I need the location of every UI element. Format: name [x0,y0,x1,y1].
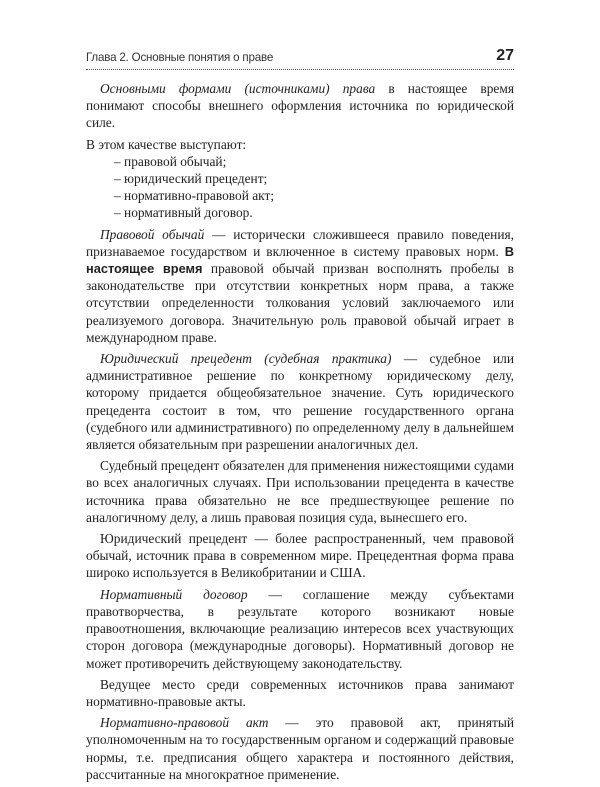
paragraph-precedent-spread: Юридический прецедент — более распространенный, чем правовой обычай, источник права в современном мире. Прецедентная форма права широко используется в Великобритании и США. [86,531,514,581]
term-contract: Нормативный договор [100,586,248,602]
term-act: Нормативно-правовой акт [100,715,269,731]
term-forms: Основными формами (источниками) права [100,81,376,96]
list-item: – нормативный договор. [114,205,253,221]
custom-text: правовой обычай призван восполнять пробелы в законодательстве при отсутствии конкретных норм права, а также отсутствии определенности толкования условий заключаемого или реализуемого договора. Значительную роль правовой обычай играет в международном праве. [86,261,514,345]
paragraph-precedent [86,350,514,453]
page-number: 27 [496,47,514,64]
paragraph-forms [86,80,514,132]
custom-def: — исторически сложившееся правило поведения, признаваемое государством и включенное в систему правовых норм. [86,226,514,259]
paragraph-custom [86,226,514,346]
custom-bold: В настоящее время [86,243,514,277]
paragraph-contract [86,586,514,672]
act-def: — это правовой акт, принятый уполномоченным на то государственным органом и содержащий правовые нормы, т.е. предписания общего характера и постоянного действия, рассчитанные на многократное применение. [86,715,515,782]
paragraph-leading-source: Ведущее место среди современных источников права занимают нормативно-правовые акты. [86,676,514,709]
term-precedent: Юридический прецедент (судебная практика) [100,351,392,367]
precedent-def: — судебное или административное решение по конкретному юридическому делу, которому придается общеобязательное значение. Суть юридического прецедента состоит в том, что решение государственного органа (судебного или административного) по определенному делу в дальнейшем является обязательным при разрешении аналогичных дел. [86,351,514,453]
paragraph-act [86,714,514,783]
running-header [86,47,514,70]
contract-def: — соглашение между субъектами правотворчества, в результате которого возникают новые правоотношения, включающие реализацию интересов всех участвующих сторон договора (международные договоры). Нормативный договор не может противоречить действующему законодательству. [86,586,514,671]
list-item: – нормативно-правовой акт; [114,188,275,204]
forms-lead: В этом качестве выступают: [86,136,247,152]
list-item: – правовой обычай; [114,153,227,169]
paragraph-precedent-binding: Судебный прецедент обязателен для применения нижестоящими судами во всех аналогичных случаях. При использовании прецедента в качестве источника права обязательно не все предшествующее решение по аналогичному делу, а лишь правовая позиция суда, вынесшего его. [86,458,514,525]
list-item: – юридический прецедент; [114,171,268,187]
chapter-title: Глава 2. Основные понятия о праве [86,51,274,64]
page-body [86,80,514,787]
term-custom: Правовой обычай [100,226,205,242]
forms-text: в настоящее время понимают способы внешнего оформления источника по юридической силе. [86,81,514,131]
